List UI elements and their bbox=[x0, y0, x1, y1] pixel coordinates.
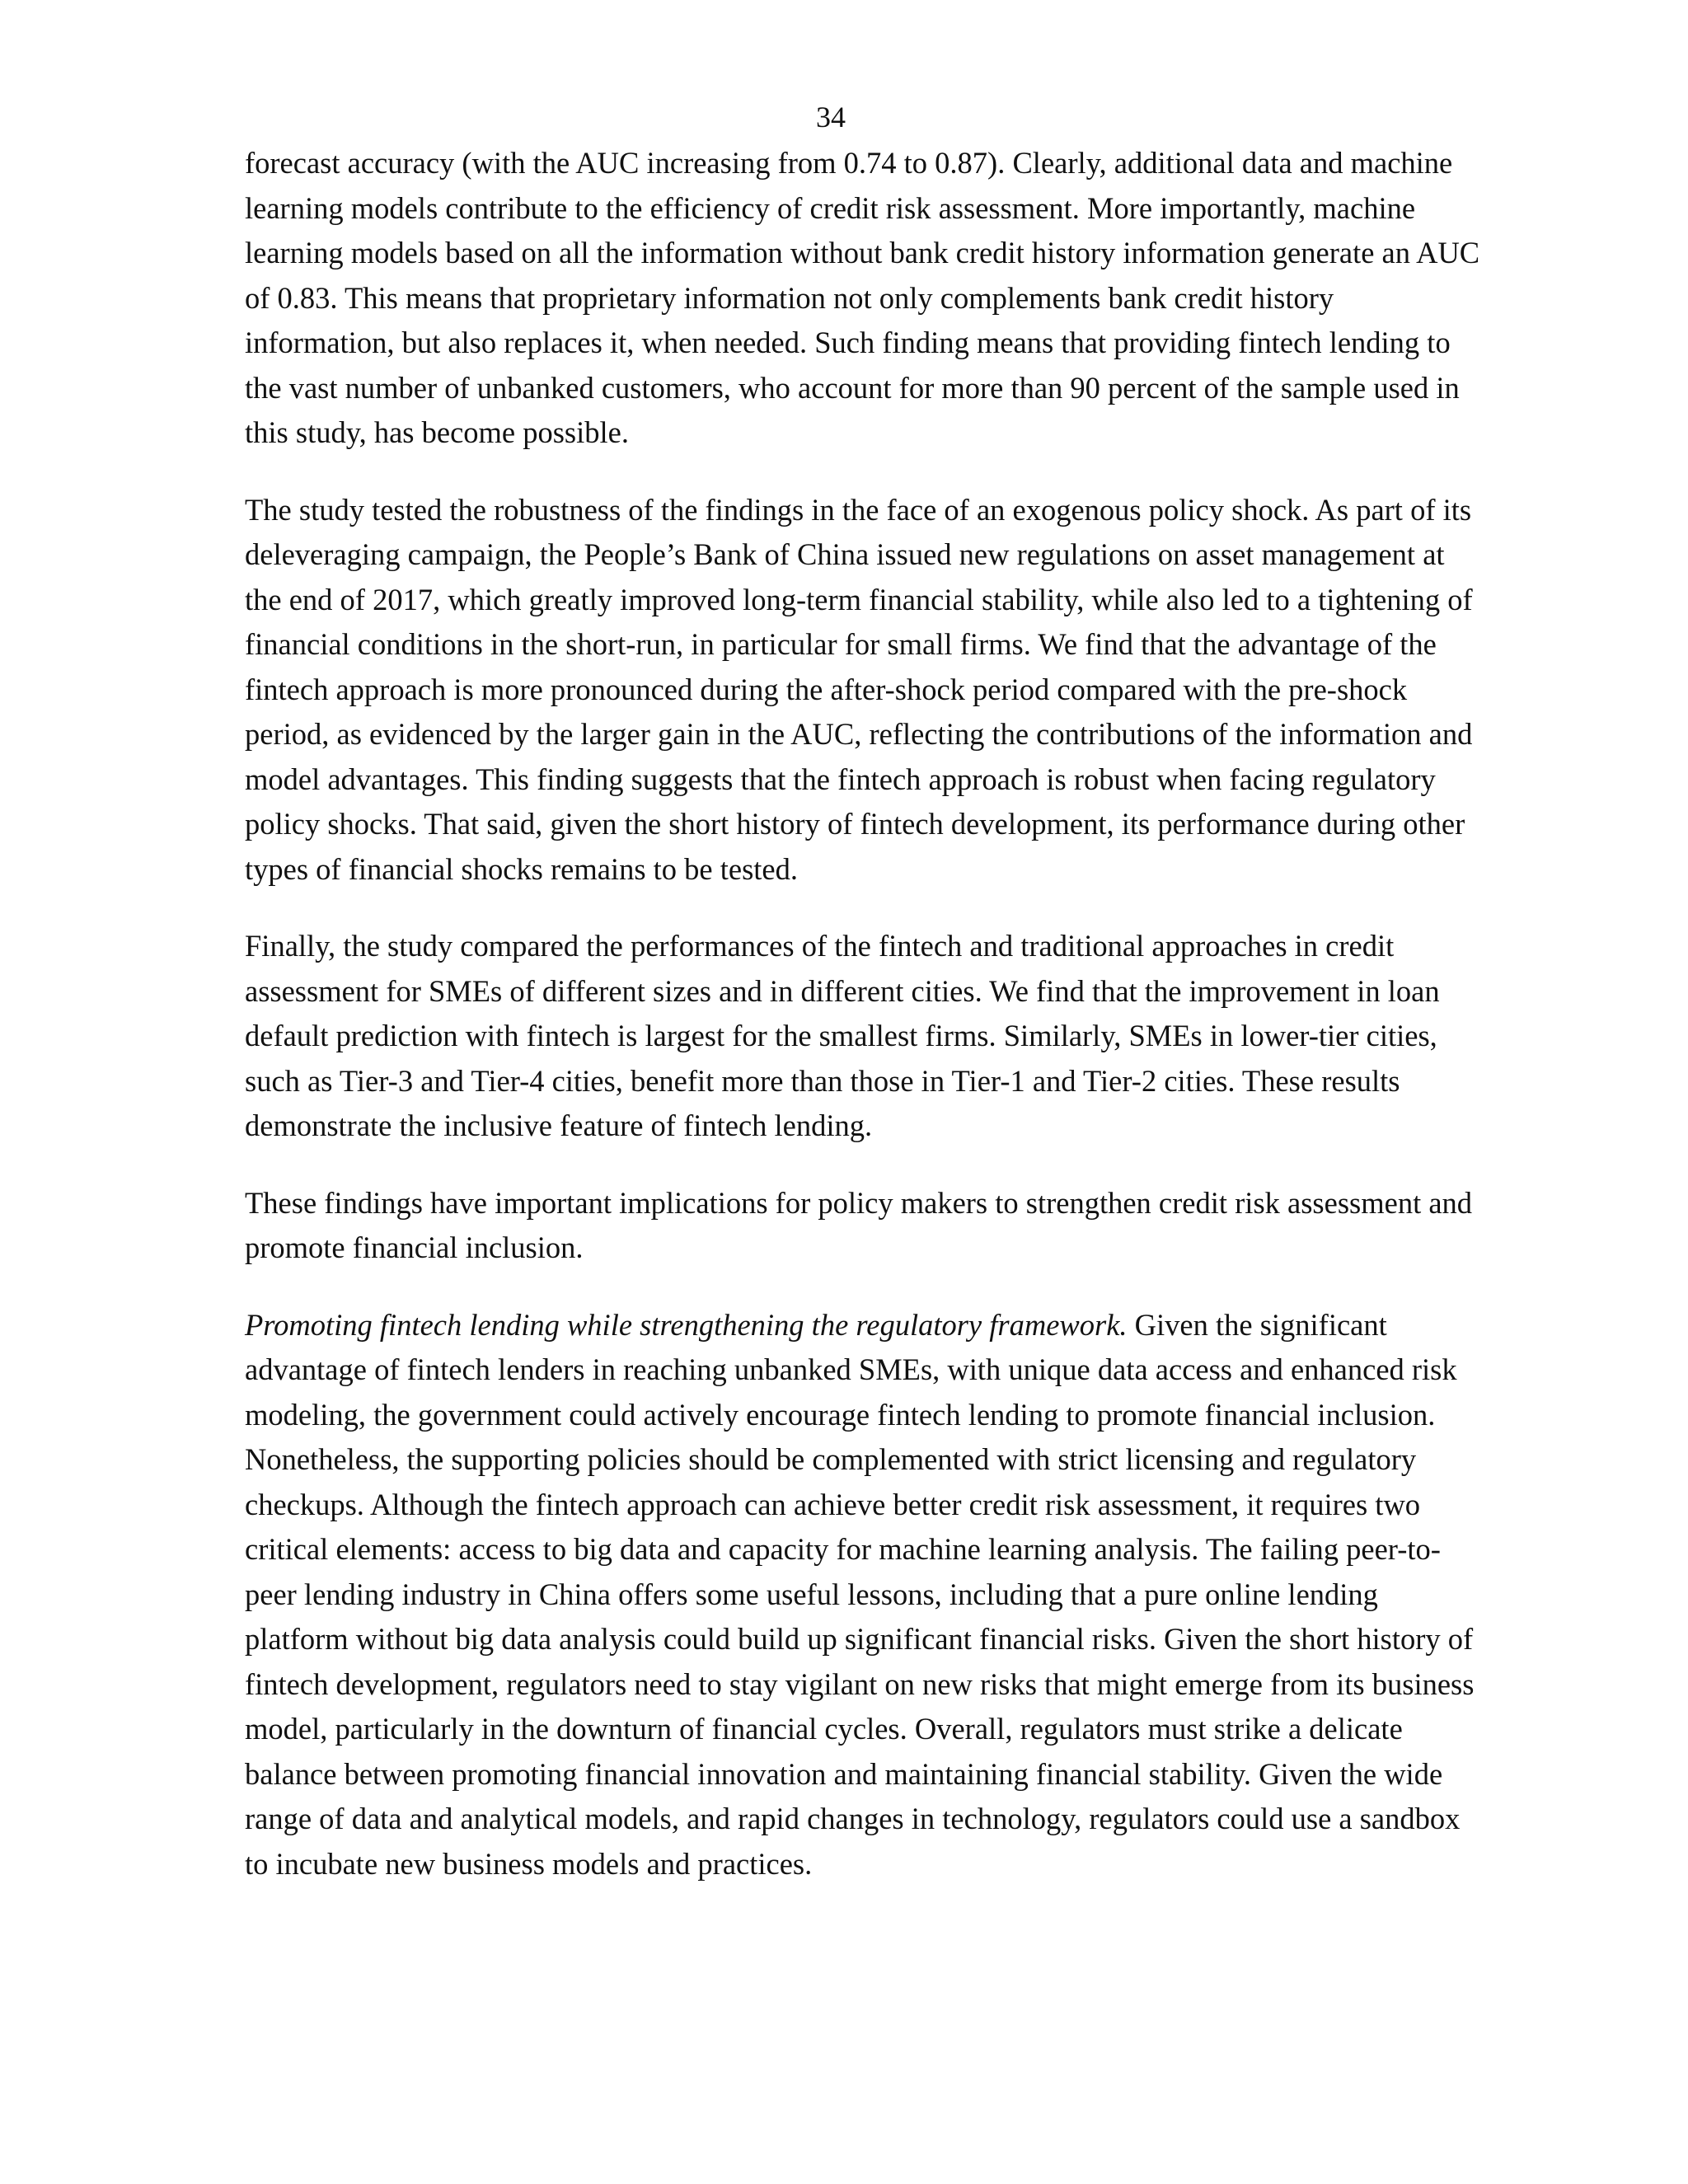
body-text bbox=[245, 141, 1481, 1886]
paragraph-robustness: The study tested the robustness of the findings in the face of an exogenous policy shock. As part of its deleveraging campaign, the People’s Bank of China issued new regulations on asset management at the end of 2017, which greatly improved long-term financial stability, while also led to a tightening of financial conditions in the short-run, in particular for small firms. We find that the advantage of the fintech approach is more pronounced during the after-shock period compared with the pre-shock period, as evidenced by the larger gain in the AUC, reflecting the contributions of the information and model advantages. This finding suggests that the fintech approach is robust when facing regulatory policy shocks. That said, given the short history of fintech development, its performance during other types of financial shocks remains to be tested. bbox=[245, 492, 1473, 886]
italic-lead-in: Promoting fintech lending while strengthening the regulatory framework. bbox=[245, 1307, 1128, 1342]
page-number: 34 bbox=[816, 101, 846, 134]
paragraph-policy-implications: These findings have important implications for policy makers to strengthen credit risk assessment and promote financial inclusion. bbox=[245, 1185, 1473, 1264]
paragraph-regulatory-framework bbox=[245, 1303, 1481, 1887]
paragraph-sme-comparison: Finally, the study compared the performances of the fintech and traditional approaches in credit assessment for SMEs of different sizes and in different cities. We find that the improvement in loan default prediction with fintech is largest for the smallest firms. Similarly, SMEs in lower-tier cities, such as Tier-3 and Tier-4 cities, benefit more than those in Tier-1 and Tier-2 cities. These results demonstrate the inclusive feature of fintech lending. bbox=[245, 929, 1440, 1142]
paragraph-regulatory-framework-text: Given the significant advantage of fintech lenders in reaching unbanked SMEs, with unique data access and enhanced risk modeling, the government could actively encourage fintech lending to promote financial inclusion. Nonetheless, the supporting policies should be complemented with strict licensing and regulatory checkups. Although the fintech approach can achieve better credit risk assessment, it requires two critical elements: access to big data and capacity for machine learning analysis. The failing peer-to-peer lending industry in China offers some useful lessons, including that a pure online lending platform without big data analysis could build up significant financial risks. Given the short history of fintech development, regulators need to stay vigilant on new risks that might emerge from its business model, particularly in the downturn of financial cycles. Overall, regulators must strike a delicate balance between promoting financial innovation and maintaining financial stability. Given the wide range of data and analytical models, and rapid changes in technology, regulators could use a sandbox to incubate new business models and practices. bbox=[245, 1307, 1475, 1881]
paragraph-auc-results: forecast accuracy (with the AUC increasing from 0.74 to 0.87). Clearly, additional data and machine learning models contribute to the efficiency of credit risk assessment. More importantly, machine learning models based on all the information without bank credit history information generate an AUC of 0.83. This means that proprietary information not only complements bank credit history information, but also replaces it, when needed. Such finding means that providing fintech lending to the vast number of unbanked customers, who account for more than 90 percent of the sample used in this study, has become possible. bbox=[245, 146, 1480, 449]
